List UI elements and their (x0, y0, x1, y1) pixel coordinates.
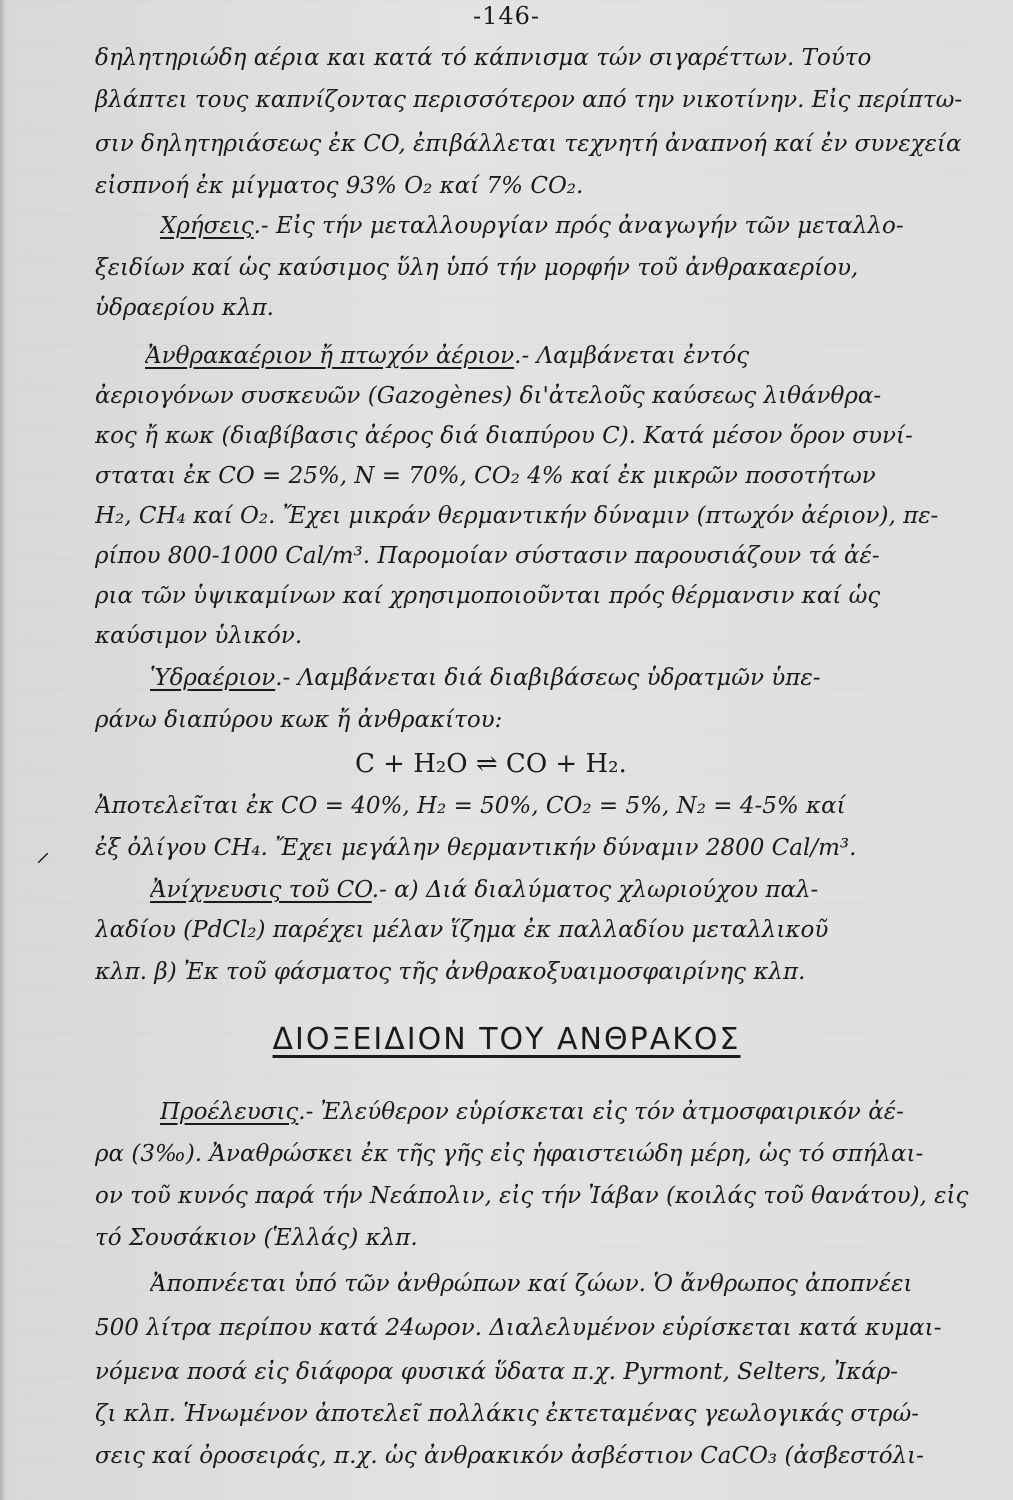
text-line: Ἀποπνέεται ὑπό τῶν ἀνθρώπων καί ζώων. Ὁ ἄνθρωπος ἀποπνέει (150, 1271, 913, 1297)
text-line: ρα (3‰). Ἀναθρώσκει ἐκ τῆς γῆς εἰς ἡφαιστειώδη μέρη, ὡς τό σπήλαι- (95, 1141, 924, 1167)
text-line: ἀεριογόνων συσκευῶν (Gazogènes) δι'ἀτελοῦς καύσεως λιθάνθρα- (95, 383, 882, 409)
section-heading-water-gas (150, 662, 1001, 694)
heading-term: Ἀνίχνευσις τοῦ CO (150, 877, 372, 903)
margin-mark: ⸝ (36, 835, 51, 868)
text-line: ζι κλπ. Ἡνωμένον ἀποτελεῖ πολλάκις ἐκτεταμένας γεωλογικάς στρώ- (95, 1401, 919, 1427)
text-line: κος ἤ κωκ (διαβίβασις ἀέρος διά διαπύρου C). Κατά μέσον ὅρον συνί- (95, 423, 913, 449)
text-line: ἐξ ὀλίγου CH₄. Ἔχει μεγάλην θερμαντικήν δύναμιν 2800 Cal/m³. (95, 835, 857, 861)
text-line: 500 λίτρα περίπου κατά 24ωρον. Διαλελυμένον εὑρίσκεται κατά κυμαι- (95, 1315, 942, 1341)
chemical-equation: C + H₂O ⇌ CO + H₂. (355, 749, 627, 779)
text-line: ράνω διαπύρου κωκ ἤ ἀνθρακίτου: (95, 707, 503, 733)
text-line: ξειδίων καί ὡς καύσιμος ὕλη ὑπό τήν μορφήν τοῦ ἀνθρακαερίου, (95, 255, 859, 281)
text-line: κλπ. β) Ἐκ τοῦ φάσματος τῆς ἀνθρακοξυαιμοσφαιρίνης κλπ. (95, 959, 806, 985)
text-line: νόμενα ποσά εἰς διάφορα φυσικά ὕδατα π.χ. Pyrmont, Selters, Ἰκάρ- (95, 1359, 899, 1385)
section-heading-producer-gas (145, 340, 1001, 372)
text-line: εἰσπνοή ἐκ μίγματος 93% O₂ καί 7% CO₂. (95, 173, 584, 199)
page-number: -146- (472, 2, 541, 30)
text-line: Ἀποτελεῖται ἐκ CO = 40%, H₂ = 50%, CO₂ = 5%, N₂ = 4-5% καί (95, 793, 846, 819)
text-line: καύσιμον ὑλικόν. (95, 623, 303, 649)
text-line: ον τοῦ κυνός παρά τήν Νεάπολιν, εἰς τήν Ἰάβαν (κοιλάς τοῦ θανάτου), εἰς (95, 1183, 969, 1209)
text-line: λαδίου (PdCl₂) παρέχει μέλαν ἵζημα ἐκ παλλαδίου μεταλλικοῦ (95, 917, 829, 943)
section-heading-detection (150, 874, 1001, 906)
heading-term: Ὑδραέριον (150, 665, 276, 691)
text-line: ρίπου 800-1000 Cal/m³. Παρομοίαν σύστασιν παρουσιάζουν τά ἀέ- (95, 543, 880, 569)
heading-rest: .- Λαμβάνεται διά διαβιβάσεως ὑδρατμῶν ὑπε- (275, 665, 821, 691)
heading-rest: .- Εἰς τήν μεταλλουργίαν πρός ἀναγωγήν τῶν μεταλλο- (253, 213, 904, 239)
section-heading-uses (160, 210, 1001, 242)
text-line: σεις καί ὀροσειράς, π.χ. ὡς ἀνθρακικόν ἀσβέστιον CaCO₃ (ἀσβεστόλι- (95, 1443, 924, 1469)
text-line: τό Σουσάκιον (Ἑλλάς) κλπ. (95, 1225, 418, 1251)
heading-rest: .- α) Διά διαλύματος χλωριούχου παλ- (371, 877, 819, 903)
heading-term: Προέλευσις (160, 1099, 299, 1125)
text-line: δηλητηριώδη αέρια και κατά τό κάπνισμα τών σιγαρέττων. Τούτο (95, 45, 872, 71)
heading-rest: .- Ἐλεύθερον εὑρίσκεται εἰς τόν ἀτμοσφαιρικόν ἀέ- (298, 1099, 904, 1125)
text-line: H₂, CH₄ καί O₂. Ἔχει μικράν θερμαντικήν δύναμιν (πτωχόν ἀέριον), πε- (95, 503, 939, 529)
text-line: βλάπτει τους καπνίζοντας περισσότερον από την νικοτίνην. Εἰς περίπτω- (95, 87, 963, 113)
page-title: ΔΙΟΞΕΙΔΙΟΝ ΤΟΥ ΑΝΘΡΑΚΟΣ (272, 1022, 741, 1057)
text-line: σταται ἐκ CO = 25%, N = 70%, CO₂ 4% καί ἐκ μικρῶν ποσοτήτων (95, 463, 876, 489)
heading-rest: .- Λαμβάνεται ἐντός (514, 343, 750, 369)
text-line: ὑδραερίου κλπ. (95, 295, 274, 321)
heading-term: Ἀνθρακαέριον ἤ πτωχόν ἀέριον (145, 343, 515, 369)
heading-term: Χρήσεις (160, 213, 254, 239)
text-line: ρια τῶν ὑψικαμίνων καί χρησιμοποιοῦνται πρός θέρμανσιν καί ὡς (95, 583, 881, 609)
section-heading-origin (160, 1096, 1001, 1128)
page-edge-shadow (0, 0, 6, 1500)
text-line: σιν δηλητηριάσεως ἐκ CO, ἐπιβάλλεται τεχνητή ἀναπνοή καί ἐν συνεχεία (95, 131, 962, 157)
